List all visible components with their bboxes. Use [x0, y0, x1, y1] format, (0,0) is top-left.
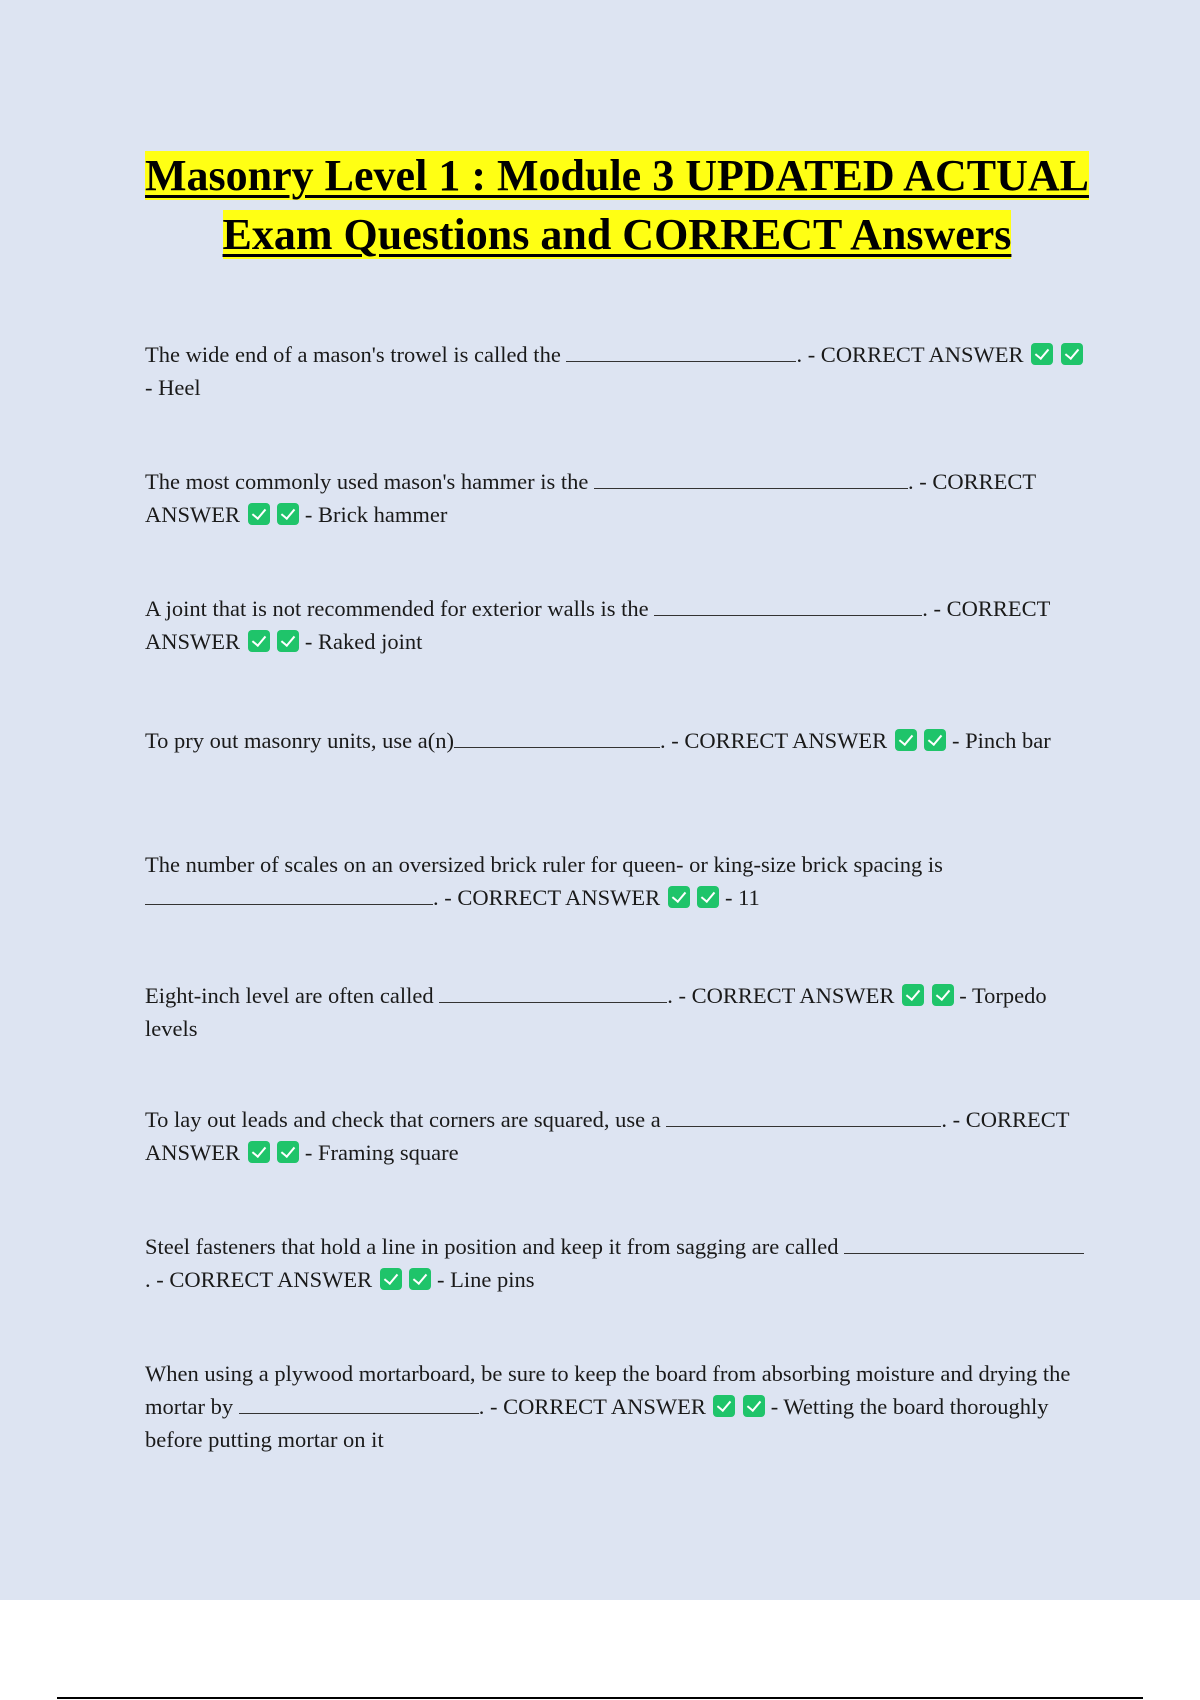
question-text: A joint that is not recommended for exterior walls is the — [145, 596, 655, 621]
answer-blank — [594, 468, 908, 489]
check-box-icon — [902, 984, 924, 1006]
check-box-icon — [668, 886, 690, 908]
question-text: Eight-inch level are often called — [145, 983, 440, 1008]
answer-text: - Brick hammer — [299, 502, 448, 527]
qa-item-9 — [145, 1357, 1085, 1456]
qa-item-5 — [145, 848, 1085, 914]
answer-text: - Framing square — [299, 1140, 459, 1165]
check-box-icon — [932, 984, 954, 1006]
check-box-icon — [248, 630, 270, 652]
qa-item-3 — [145, 592, 1085, 658]
question-text: When using a plywood mortarboard, be sure to keep the board from absorbing moisture and drying the mortar by — [145, 1361, 1071, 1419]
question-text: The wide end of a mason's trowel is called the — [145, 342, 567, 367]
check-box-icon — [277, 630, 299, 652]
answer-text: - 11 — [719, 885, 760, 910]
title-block — [100, 146, 1134, 264]
correct-answer-marker: . - CORRECT ANSWER — [667, 983, 895, 1008]
answer-blank — [454, 727, 660, 748]
question-text: Steel fasteners that hold a line in position and keep it from sagging are called — [145, 1234, 845, 1259]
check-box-icon — [895, 729, 917, 751]
check-box-icon — [277, 503, 299, 525]
check-box-icon — [743, 1395, 765, 1417]
answer-text: - Raked joint — [299, 629, 423, 654]
check-box-icon — [924, 729, 946, 751]
check-box-icon — [713, 1395, 735, 1417]
footer-divider — [57, 1697, 1143, 1699]
correct-answer-marker: . - CORRECT ANSWER — [433, 885, 661, 910]
correct-answer-marker: . - CORRECT ANSWER — [145, 1267, 373, 1292]
answer-blank — [566, 341, 796, 362]
answer-text: - Line pins — [431, 1267, 535, 1292]
correct-answer-marker: . - CORRECT ANSWER — [796, 342, 1024, 367]
check-box-icon — [409, 1268, 431, 1290]
question-text: The number of scales on an oversized brick ruler for queen- or king-size brick spacing is — [145, 852, 943, 877]
question-text: The most commonly used mason's hammer is the — [145, 469, 594, 494]
correct-answer-marker: . - CORRECT ANSWER — [145, 596, 1050, 654]
qa-item-7 — [145, 1103, 1085, 1169]
answer-text: - Wetting the board thoroughly before putting mortar on it — [145, 1394, 1049, 1452]
qa-item-2 — [145, 465, 1085, 531]
answer-text: - Torpedo levels — [145, 983, 1047, 1041]
answer-blank — [654, 595, 922, 616]
correct-answer-marker: . - CORRECT ANSWER — [145, 469, 1036, 527]
answer-text: - Pinch bar — [946, 728, 1051, 753]
answer-blank — [239, 1393, 479, 1414]
answer-blank — [439, 982, 667, 1003]
check-box-icon — [697, 886, 719, 908]
answer-text: - Heel — [145, 375, 201, 400]
document-title: Masonry Level 1 : Module 3 UPDATED ACTUAL Exam Questions and CORRECT Answers — [145, 151, 1089, 259]
correct-answer-marker: . - CORRECT ANSWER — [478, 1394, 706, 1419]
check-box-icon — [277, 1141, 299, 1163]
answer-blank — [844, 1233, 1084, 1254]
check-box-icon — [248, 503, 270, 525]
qa-item-6 — [145, 979, 1085, 1045]
check-box-icon — [1061, 343, 1083, 365]
check-box-icon — [1031, 343, 1053, 365]
correct-answer-marker: . - CORRECT ANSWER — [145, 1107, 1070, 1165]
answer-blank — [666, 1106, 941, 1127]
question-text: To lay out leads and check that corners are squared, use a — [145, 1107, 667, 1132]
correct-answer-marker: . - CORRECT ANSWER — [660, 728, 888, 753]
question-text: To pry out masonry units, use a(n) — [145, 728, 455, 753]
qa-item-1 — [145, 338, 1085, 404]
check-box-icon — [248, 1141, 270, 1163]
answer-blank — [145, 884, 433, 905]
qa-item-4 — [145, 724, 1085, 757]
check-box-icon — [380, 1268, 402, 1290]
qa-item-8 — [145, 1230, 1085, 1296]
